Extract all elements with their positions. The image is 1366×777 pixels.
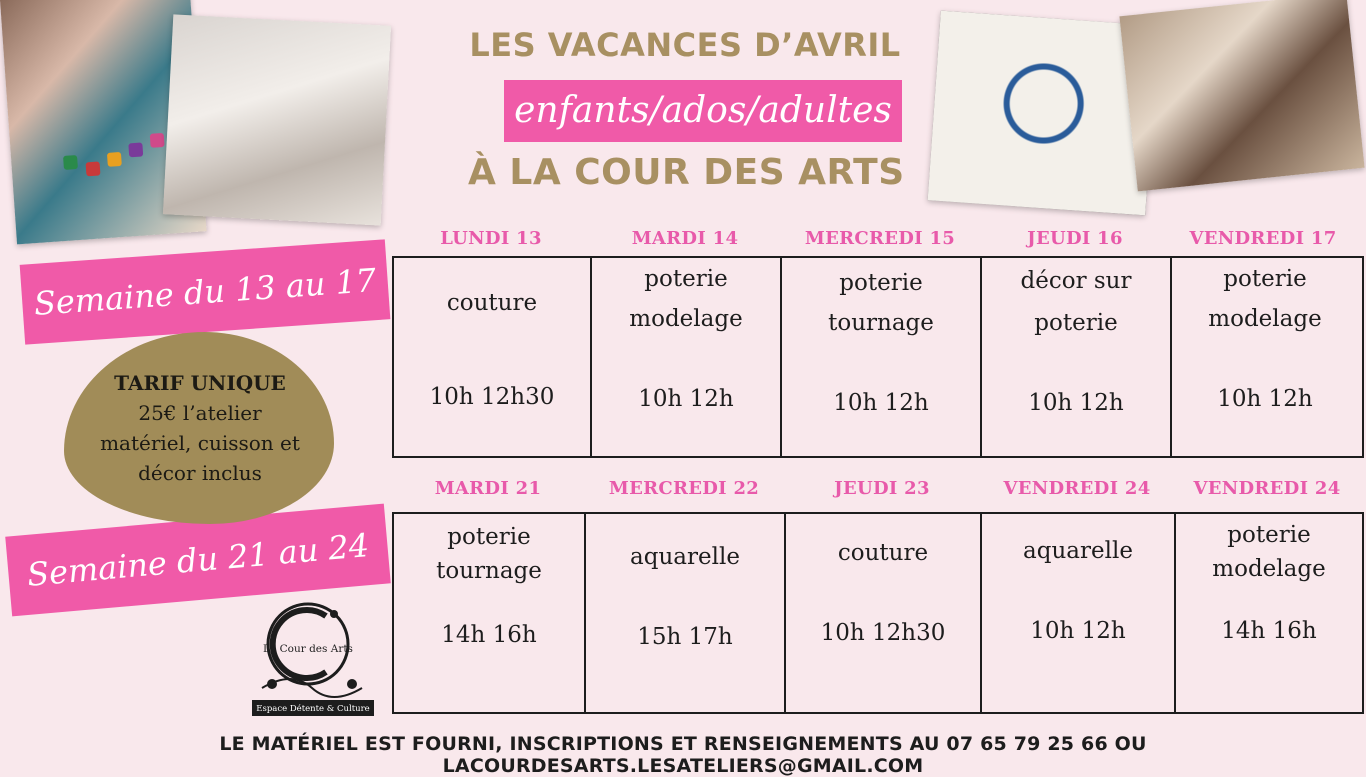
day-header: MERCREDI 22 <box>608 478 760 499</box>
schedule-week1 <box>392 256 1364 458</box>
day-header: MARDI 21 <box>434 478 542 499</box>
day-header: VENDREDI 24 <box>1003 478 1151 499</box>
schedule-cell <box>1176 514 1362 712</box>
week1-label: Semaine du 13 au 17 <box>20 239 391 344</box>
time-slot: 10h 12h <box>638 386 734 412</box>
day-header: JEUDI 16 <box>1027 228 1123 249</box>
day-header: MARDI 14 <box>631 228 739 249</box>
time-slot: 10h 12h <box>833 390 929 416</box>
time-slot: 10h 12h <box>1028 390 1124 416</box>
paint-chip <box>63 155 78 170</box>
activity-line: aquarelle <box>1023 538 1133 564</box>
activity-line: poterie <box>644 266 728 292</box>
activity-line: poterie <box>1034 310 1118 336</box>
time-slot: 10h 12h <box>1030 618 1126 644</box>
activity-line: modelage <box>1208 306 1322 332</box>
logo-tagline: Espace Détente & Culture <box>256 704 370 714</box>
sewing-photo <box>163 14 391 225</box>
activity-line: couture <box>837 540 929 566</box>
schedule-cell <box>394 258 592 456</box>
paint-chip <box>107 152 122 167</box>
day-header: VENDREDI 24 <box>1193 478 1341 499</box>
paint-chip <box>86 161 101 176</box>
activity-line: modelage <box>1212 556 1326 582</box>
time-slot: 10h 12h30 <box>820 620 946 646</box>
time-slot: 14h 16h <box>441 622 537 648</box>
footer-contact: LE MATÉRIEL EST FOURNI, INSCRIPTIONS ET RENSEIGNEMENTS AU 07 65 79 25 66 OU LACOURDESARTS.LESATELIERS@GMAIL.COM <box>219 733 1147 777</box>
paint-chip <box>150 133 165 148</box>
tarif-included-1: matériel, cuisson et <box>100 431 300 455</box>
time-slot: 10h 12h <box>1217 386 1313 412</box>
logo-name: La Cour des Arts <box>263 643 353 655</box>
activity-line: poterie <box>1227 522 1311 548</box>
schedule-cell <box>786 514 982 712</box>
day-header: VENDREDI 17 <box>1189 228 1337 249</box>
schedule-cell <box>982 514 1176 712</box>
tarif-text <box>70 368 330 488</box>
paint-chip <box>128 142 143 157</box>
schedule-cell <box>586 514 786 712</box>
schedule-cell <box>982 258 1172 456</box>
activity-line: poterie <box>447 524 531 550</box>
audience-label: enfants/ados/adultes <box>514 90 892 131</box>
clay-modeling-photo <box>1119 0 1364 191</box>
schedule-cell <box>782 258 982 456</box>
venue-title: À LA COUR DES ARTS <box>468 152 905 193</box>
tarif-included-2: décor inclus <box>138 461 262 485</box>
activity-line: aquarelle <box>630 544 740 570</box>
activity-line: tournage <box>436 558 542 584</box>
time-slot: 14h 16h <box>1221 618 1317 644</box>
day-header: JEUDI 23 <box>834 478 930 499</box>
schedule-week2 <box>392 512 1364 714</box>
activity-line: poterie <box>1223 266 1307 292</box>
la-cour-des-arts-logo <box>252 598 374 716</box>
activity-line: couture <box>446 290 538 316</box>
activity-line: poterie <box>839 270 923 296</box>
time-slot: 10h 12h30 <box>429 384 555 410</box>
audience-banner <box>504 80 902 142</box>
day-header: MERCREDI 15 <box>804 228 956 249</box>
page-title: LES VACANCES D’AVRIL <box>469 26 901 64</box>
activity-line: décor sur <box>1020 268 1132 294</box>
day-header: LUNDI 13 <box>440 228 542 249</box>
tarif-heading: TARIF UNIQUE <box>114 371 286 395</box>
time-slot: 15h 17h <box>637 624 733 650</box>
activity-line: modelage <box>629 306 743 332</box>
schedule-cell <box>1172 258 1358 456</box>
week2-label: Semaine du 21 au 24 <box>5 504 391 617</box>
tarif-price: 25€ l’atelier <box>138 401 262 425</box>
schedule-cell <box>592 258 782 456</box>
schedule-cell <box>394 514 586 712</box>
activity-line: tournage <box>828 310 934 336</box>
